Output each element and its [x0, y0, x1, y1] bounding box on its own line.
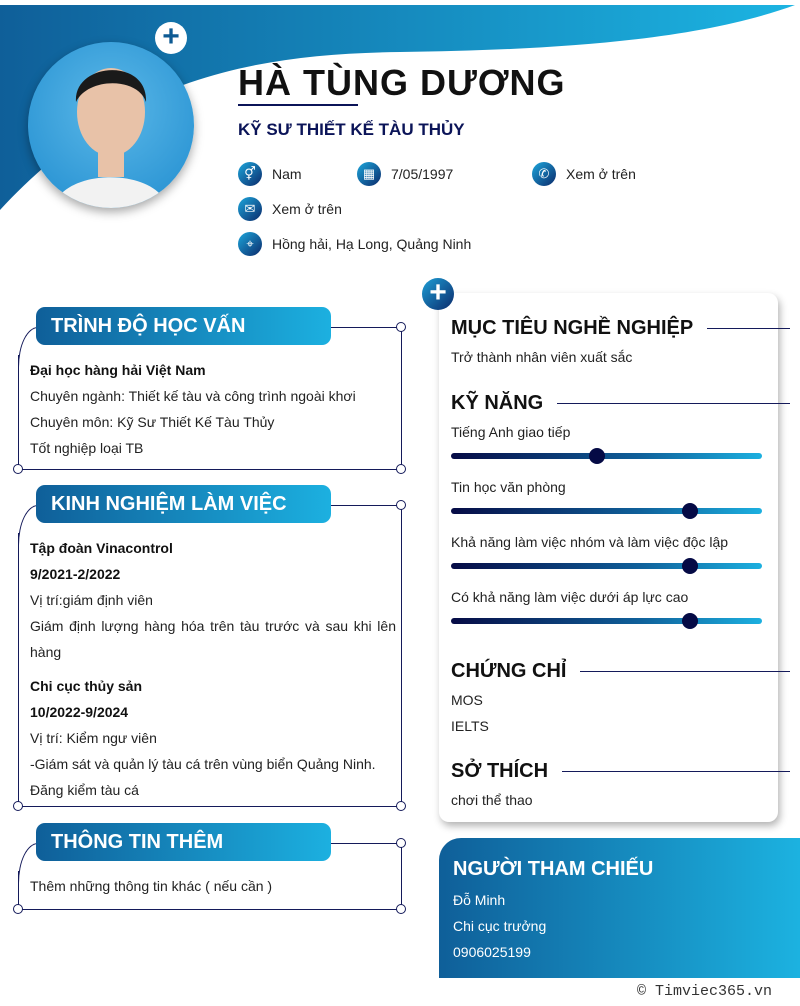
right-card — [439, 293, 778, 822]
certificates-title: CHỨNG CHỈ — [451, 660, 567, 682]
add-section-button[interactable]: + — [422, 278, 454, 310]
copyright: © Timviec365.vn — [636, 983, 772, 1000]
skill-slider-thumb[interactable] — [682, 503, 698, 519]
objective-title: MỤC TIÊU NGHỀ NGHIỆP — [451, 317, 694, 339]
skill-slider-thumb[interactable] — [589, 448, 605, 464]
gender-icon: ⚥ — [238, 162, 262, 186]
skill-label: Tin học văn phòng — [451, 479, 566, 495]
phone-value: Xem ở trên — [566, 166, 636, 182]
company-name: Chi cục thủy sản — [30, 678, 143, 694]
skill-slider[interactable] — [451, 618, 762, 624]
job-description: Giám định lượng hàng hóa trên tàu trước và sau khi lên hàng — [30, 618, 396, 660]
objective-text: Trở thành nhân viên xuất sắc — [451, 349, 633, 365]
extra-info-section — [30, 873, 272, 899]
name-underline — [238, 104, 358, 106]
phone-icon: ✆ — [532, 162, 556, 186]
education-heading: TRÌNH ĐỘ HỌC VẤN — [36, 307, 331, 345]
certificate-item: MOS — [451, 692, 483, 708]
job-period: 10/2022-9/2024 — [30, 704, 129, 720]
skill-label: Tiếng Anh giao tiếp — [451, 424, 571, 440]
location-icon: ⌖ — [238, 232, 262, 256]
reference-name: Đỗ Minh — [453, 892, 506, 908]
reference-heading: NGƯỜI THAM CHIẾU — [453, 858, 654, 880]
company-name: Tập đoàn Vinacontrol — [30, 540, 173, 556]
skill-slider[interactable] — [451, 508, 762, 514]
education-line: Chuyên môn: Kỹ Sư Thiết Kế Tàu Thủy — [30, 414, 275, 430]
extra-info-heading: THÔNG TIN THÊM — [36, 823, 331, 861]
address-info — [238, 232, 471, 256]
objective-heading — [451, 317, 790, 340]
hobby-text: chơi thể thao — [451, 792, 533, 808]
job-description: -Giám sát và quản lý tàu cá trên vùng biển Quảng Ninh. — [30, 756, 376, 772]
job-position: Vị trí:giám định viên — [30, 592, 153, 608]
job-period: 9/2021-2/2022 — [30, 566, 121, 582]
reference-phone: 0906025199 — [453, 944, 531, 960]
email-info — [238, 197, 342, 221]
skill-label: Có khả năng làm việc dưới áp lực cao — [451, 589, 689, 605]
job-title: KỸ SƯ THIẾT KẾ TÀU THỦY — [238, 120, 465, 139]
email-value: Xem ở trên — [272, 201, 342, 217]
job-description: Đăng kiểm tàu cá — [30, 782, 139, 798]
certificate-item: IELTS — [451, 718, 489, 734]
calendar-icon: ▦ — [357, 162, 381, 186]
skills-heading — [451, 392, 790, 415]
skill-slider[interactable] — [451, 563, 762, 569]
add-photo-button[interactable]: + — [155, 22, 187, 54]
school-name: Đại học hàng hải Việt Nam — [30, 362, 206, 378]
education-section — [30, 357, 396, 461]
phone-info — [532, 162, 636, 186]
reference-box — [439, 838, 800, 978]
hobbies-heading — [451, 760, 790, 783]
certificates-heading — [451, 660, 790, 683]
skill-slider-thumb[interactable] — [682, 558, 698, 574]
skill-label: Khả năng làm việc nhóm và làm việc độc lập — [451, 534, 729, 550]
avatar-photo[interactable] — [28, 42, 194, 208]
experience-section — [30, 535, 396, 803]
hobbies-title: SỞ THÍCH — [451, 760, 549, 782]
skill-slider-thumb[interactable] — [682, 613, 698, 629]
birthday-info — [357, 162, 453, 186]
address-value: Hồng hải, Hạ Long, Quảng Ninh — [272, 236, 472, 252]
gender-info — [238, 162, 302, 186]
reference-position: Chi cục trưởng — [453, 918, 547, 934]
birthday-value: 7/05/1997 — [391, 166, 454, 182]
candidate-name: HÀ TÙNG DƯƠNG — [238, 62, 566, 103]
skills-title: KỸ NĂNG — [451, 392, 544, 414]
email-icon: ✉ — [238, 197, 262, 221]
experience-heading: KINH NGHIỆM LÀM VIỆC — [36, 485, 331, 523]
gender-value: Nam — [272, 166, 302, 182]
job-position: Vị trí: Kiểm ngư viên — [30, 730, 157, 746]
education-line: Chuyên ngành: Thiết kế tàu và công trình ngoài khơi — [30, 388, 356, 404]
extra-info-text: Thêm những thông tin khác ( nếu cần ) — [30, 878, 273, 894]
education-line: Tốt nghiệp loại TB — [30, 440, 144, 456]
skill-slider[interactable] — [451, 453, 762, 459]
